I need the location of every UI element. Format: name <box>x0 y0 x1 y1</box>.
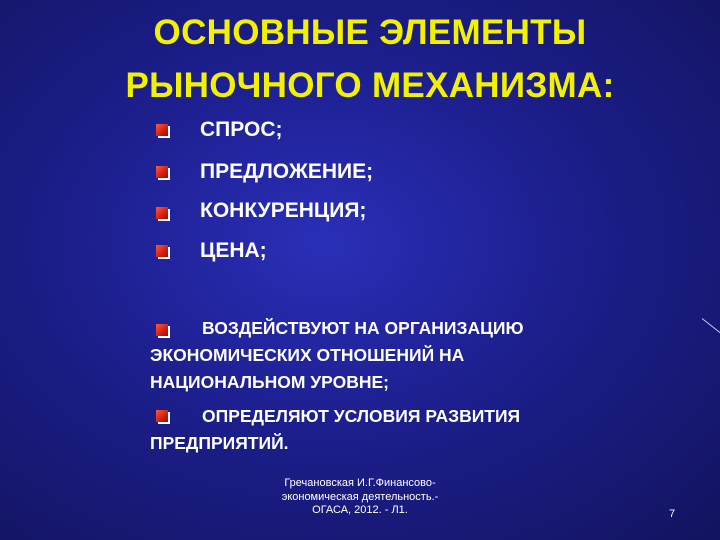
footer-citation <box>260 477 460 518</box>
page-number: 7 <box>669 508 676 520</box>
slide-title-line-2: РЫНОЧНОГО МЕХАНИЗМА: <box>125 66 615 105</box>
list-item-competition: КОНКУРЕНЦИЯ; <box>200 199 367 222</box>
square-bullet-icon <box>156 207 168 219</box>
list-item-demand: СПРОС; <box>200 118 283 141</box>
effect-2-line-1: ОПРЕДЕЛЯЮТ УСЛОВИЯ РАЗВИТИЯ <box>202 406 521 426</box>
square-bullet-icon <box>156 245 168 257</box>
square-bullet-icon <box>156 166 168 178</box>
effect-2-line-2: ПРЕДПРИЯТИЙ. <box>150 433 289 453</box>
slide-title-line-1: ОСНОВНЫЕ ЭЛЕМЕНТЫ <box>153 13 587 52</box>
effect-paragraph-1 <box>150 315 690 396</box>
effect-1-line-3: НАЦИОНАЛЬНОМ УРОВНЕ; <box>150 372 390 392</box>
effect-1-line-1: ВОЗДЕЙСТВУЮТ НА ОРГАНИЗАЦИЮ <box>202 318 524 338</box>
list-item-price: ЦЕНА; <box>200 239 267 262</box>
footer-line-3: ОГАСА, 2012. - Л1. <box>312 504 408 516</box>
list-item-supply: ПРЕДЛОЖЕНИЕ; <box>200 160 374 183</box>
footer-line-2: экономическая деятельность.- <box>281 490 439 503</box>
effect-paragraph-2 <box>150 403 690 457</box>
effect-1-line-2: ЭКОНОМИЧЕСКИХ ОТНОШЕНИЙ НА <box>150 345 465 365</box>
square-bullet-icon <box>156 124 168 136</box>
footer-line-1: Гречановская И.Г.Финансово- <box>284 477 436 489</box>
